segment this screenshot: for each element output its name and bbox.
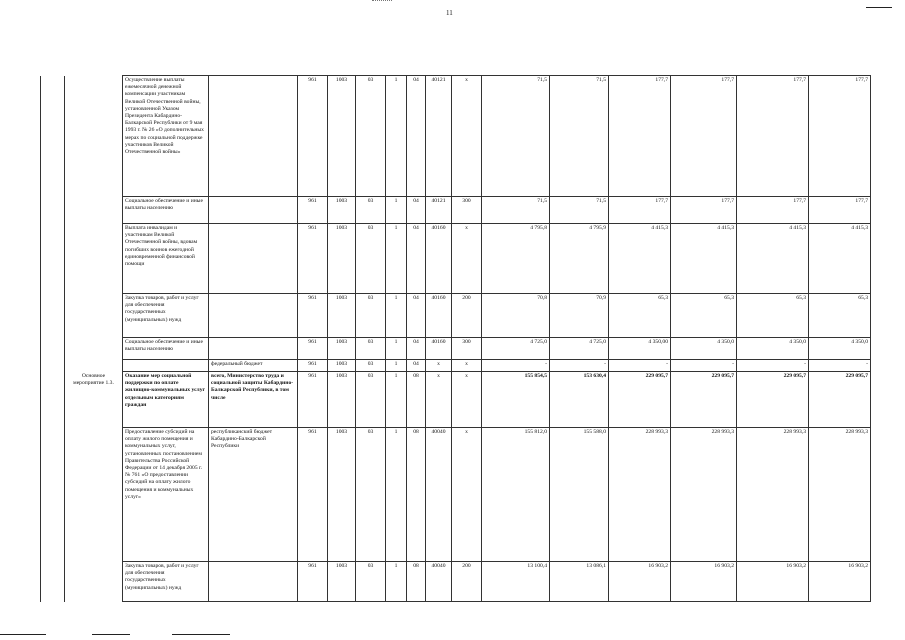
source-cell: всего, Министерство труда и социальной защиты Кабардино-Балкарской Республики, в том числе — [209, 372, 298, 428]
amount-cell: 155 812,0 — [482, 428, 550, 562]
code-cell-x: 1 — [386, 338, 407, 360]
code-cell-n: 40040 — [426, 428, 452, 562]
code-cell-r: 1003 — [328, 197, 356, 224]
amount-cell: 71,5 — [482, 76, 550, 197]
code-cell-v: х — [452, 224, 482, 294]
code-cell-x: 1 — [386, 562, 407, 602]
code-cell-g: 961 — [298, 197, 328, 224]
code-cell-g: 961 — [298, 562, 328, 602]
code-cell-m: 08 — [407, 428, 426, 562]
code-cell-n: 40160 — [426, 224, 452, 294]
measure-cell — [65, 372, 123, 428]
code-cell-v: 300 — [452, 197, 482, 224]
amount-cell: 71,5 — [482, 197, 550, 224]
source-cell — [209, 197, 298, 224]
code-cell-n: х — [426, 372, 452, 428]
code-cell-r: 1003 — [328, 224, 356, 294]
code-cell-g: 961 — [298, 428, 328, 562]
code-cell-g: 961 — [298, 76, 328, 197]
measure-label: Основное — [81, 372, 106, 379]
footer-line — [172, 634, 230, 635]
amount-cell: 228 993,3 — [609, 428, 671, 562]
footer-line — [92, 634, 130, 635]
table-row — [41, 224, 871, 294]
code-cell-g: 961 — [298, 338, 328, 360]
code-cell-r: 1003 — [328, 372, 356, 428]
code-cell-x: 1 — [386, 428, 407, 562]
amount-cell: 4 350,0 — [671, 338, 737, 360]
code-cell-m: 04 — [407, 294, 426, 338]
amount-cell: 65,3 — [737, 294, 809, 338]
code-cell-p: 03 — [356, 372, 386, 428]
amount-cell: 4 415,3 — [737, 224, 809, 294]
margin-cell — [41, 360, 65, 372]
description-cell: Предоставление субсидий на оплату жилого помещения и коммунальных услуг, установленных постановлением Правительства Российской Федерации от 14 декабря 2005 г. № 761 «О предоставлении субсидий на оплату жилого помещения и коммунальных услуг» — [123, 428, 209, 562]
description-cell: Осуществление выплаты ежемесячной денежной компенсации участникам Великой Отечественной войны, установленной Указом Президента Кабардино-Балкарской Республики от 9 мая 1993 г. № 26 «О дополнительных мерах по социальной поддержке участников Великой Отечественной войны» — [123, 76, 209, 197]
amount-cell: 4 415,3 — [809, 224, 871, 294]
budget-table — [40, 75, 871, 602]
measure-cell — [65, 338, 123, 360]
amount-cell: 177,7 — [809, 197, 871, 224]
code-cell-v: 200 — [452, 294, 482, 338]
amount-cell: 70,9 — [550, 294, 609, 338]
measure-cell — [65, 294, 123, 338]
amount-cell: 177,7 — [671, 197, 737, 224]
measure-cell — [65, 76, 123, 197]
description-cell: Закупка товаров, работ и услуг для обеспечения государственных (муниципальных) нужд — [123, 294, 209, 338]
code-cell-x: 1 — [386, 224, 407, 294]
margin-cell — [41, 372, 65, 428]
amount-cell: 13 100,4 — [482, 562, 550, 602]
amount-cell: 229 095,7 — [671, 372, 737, 428]
code-cell-n: 40121 — [426, 197, 452, 224]
code-cell-p: 03 — [356, 76, 386, 197]
code-cell-m: 08 — [407, 562, 426, 602]
amount-cell: 13 086,1 — [550, 562, 609, 602]
description-cell: Социальное обеспечение и иные выплаты населению — [123, 338, 209, 360]
description-cell: Выплата инвалидам и участникам Великой Отечественной войны, вдовам погибших воинов ежегодной единовременной финансовой помощи — [123, 224, 209, 294]
amount-cell: 71,5 — [550, 197, 609, 224]
amount-cell: 4 415,3 — [609, 224, 671, 294]
code-cell-v: х — [452, 428, 482, 562]
code-cell-n: 40121 — [426, 76, 452, 197]
amount-cell: 4 795,9 — [550, 224, 609, 294]
code-cell-m: 08 — [407, 372, 426, 428]
table-row — [41, 372, 871, 428]
table-row — [41, 294, 871, 338]
code-cell-g: 961 — [298, 294, 328, 338]
scan-artifact — [372, 0, 392, 3]
code-cell-m: 04 — [407, 360, 426, 372]
amount-cell: - — [550, 360, 609, 372]
amount-cell: - — [809, 360, 871, 372]
amount-cell: 177,7 — [809, 76, 871, 197]
code-cell-m: 04 — [407, 197, 426, 224]
amount-cell: 155 854,5 — [482, 372, 550, 428]
description-cell — [123, 360, 209, 372]
measure-cell — [65, 562, 123, 602]
code-cell-m: 04 — [407, 76, 426, 197]
amount-cell: 229 095,7 — [737, 372, 809, 428]
code-cell-p: 03 — [356, 360, 386, 372]
amount-cell: 228 993,3 — [809, 428, 871, 562]
code-cell-p: 03 — [356, 338, 386, 360]
measure-cell — [65, 360, 123, 372]
amount-cell: 65,3 — [809, 294, 871, 338]
amount-cell: 229 095,7 — [609, 372, 671, 428]
table-row — [41, 76, 871, 197]
code-cell-r: 1003 — [328, 294, 356, 338]
margin-cell — [41, 197, 65, 224]
code-cell-n: 40040 — [426, 562, 452, 602]
source-cell — [209, 338, 298, 360]
margin-cell — [41, 428, 65, 562]
margin-cell — [41, 224, 65, 294]
code-cell-n: 40160 — [426, 338, 452, 360]
code-cell-v: 200 — [452, 562, 482, 602]
code-cell-p: 03 — [356, 562, 386, 602]
code-cell-x: 1 — [386, 76, 407, 197]
amount-cell: 228 993,3 — [671, 428, 737, 562]
code-cell-x: 1 — [386, 294, 407, 338]
source-cell — [209, 294, 298, 338]
margin-cell — [41, 338, 65, 360]
amount-cell: 65,3 — [671, 294, 737, 338]
code-cell-r: 1003 — [328, 562, 356, 602]
code-cell-n: х — [426, 360, 452, 372]
code-cell-r: 1003 — [328, 428, 356, 562]
table-row — [41, 360, 871, 372]
amount-cell: 177,7 — [737, 76, 809, 197]
margin-cell — [41, 76, 65, 197]
amount-cell: 4 350,00 — [609, 338, 671, 360]
amount-cell: 155 588,0 — [550, 428, 609, 562]
code-cell-m: 04 — [407, 224, 426, 294]
source-cell: республиканский бюджет Кабардино-Балкарской Республики — [209, 428, 298, 562]
amount-cell: 229 095,7 — [809, 372, 871, 428]
corner-dash — [866, 7, 892, 8]
code-cell-v: 300 — [452, 338, 482, 360]
amount-cell: 4 725,0 — [482, 338, 550, 360]
amount-cell: 177,7 — [737, 197, 809, 224]
table-row — [41, 197, 871, 224]
amount-cell: 177,7 — [609, 76, 671, 197]
amount-cell: 4 350,0 — [809, 338, 871, 360]
measure-number: мероприятие 1.3. — [73, 379, 114, 386]
source-cell — [209, 224, 298, 294]
code-cell-x: 1 — [386, 372, 407, 428]
code-cell-v: х — [452, 372, 482, 428]
code-cell-r: 1003 — [328, 76, 356, 197]
table-row — [41, 562, 871, 602]
amount-cell: 65,3 — [609, 294, 671, 338]
code-cell-x: 1 — [386, 197, 407, 224]
code-cell-g: 961 — [298, 224, 328, 294]
source-cell — [209, 76, 298, 197]
amount-cell: 4 795,8 — [482, 224, 550, 294]
amount-cell: 70,8 — [482, 294, 550, 338]
measure-cell — [65, 428, 123, 562]
margin-cell — [41, 294, 65, 338]
measure-cell — [65, 224, 123, 294]
margin-cell — [41, 562, 65, 602]
source-cell — [209, 562, 298, 602]
table-row — [41, 338, 871, 360]
code-cell-p: 03 — [356, 428, 386, 562]
page-number: 11 — [446, 9, 453, 17]
code-cell-g: 961 — [298, 372, 328, 428]
amount-cell: 153 630,4 — [550, 372, 609, 428]
code-cell-v: х — [452, 360, 482, 372]
code-cell-p: 03 — [356, 294, 386, 338]
amount-cell: 16 903,2 — [609, 562, 671, 602]
description-cell: Оказание мер социальной поддержки по оплате жилищно-коммунальных услуг отдельным категориям граждан — [123, 372, 209, 428]
source-cell: федеральный бюджет — [209, 360, 298, 372]
code-cell-m: 04 — [407, 338, 426, 360]
amount-cell: 71,5 — [550, 76, 609, 197]
amount-cell: 16 903,2 — [809, 562, 871, 602]
amount-cell: 177,7 — [671, 76, 737, 197]
table-row — [41, 428, 871, 562]
footer-line — [0, 634, 46, 635]
code-cell-p: 03 — [356, 224, 386, 294]
code-cell-r: 1003 — [328, 360, 356, 372]
amount-cell: 228 993,3 — [737, 428, 809, 562]
code-cell-x: 1 — [386, 360, 407, 372]
amount-cell: 4 725,0 — [550, 338, 609, 360]
amount-cell: 16 903,2 — [737, 562, 809, 602]
amount-cell: 16 903,2 — [671, 562, 737, 602]
amount-cell: - — [482, 360, 550, 372]
amount-cell: 4 350,0 — [737, 338, 809, 360]
amount-cell: - — [671, 360, 737, 372]
code-cell-n: 40160 — [426, 294, 452, 338]
code-cell-p: 03 — [356, 197, 386, 224]
amount-cell: 4 415,3 — [671, 224, 737, 294]
description-cell: Социальное обеспечение и иные выплаты населению — [123, 197, 209, 224]
amount-cell: 177,7 — [609, 197, 671, 224]
amount-cell: - — [737, 360, 809, 372]
description-cell: Закупка товаров, работ и услуг для обеспечения государственных (муниципальных) нужд — [123, 562, 209, 602]
code-cell-r: 1003 — [328, 338, 356, 360]
amount-cell: - — [609, 360, 671, 372]
measure-cell — [65, 197, 123, 224]
code-cell-g: 961 — [298, 360, 328, 372]
code-cell-v: х — [452, 76, 482, 197]
